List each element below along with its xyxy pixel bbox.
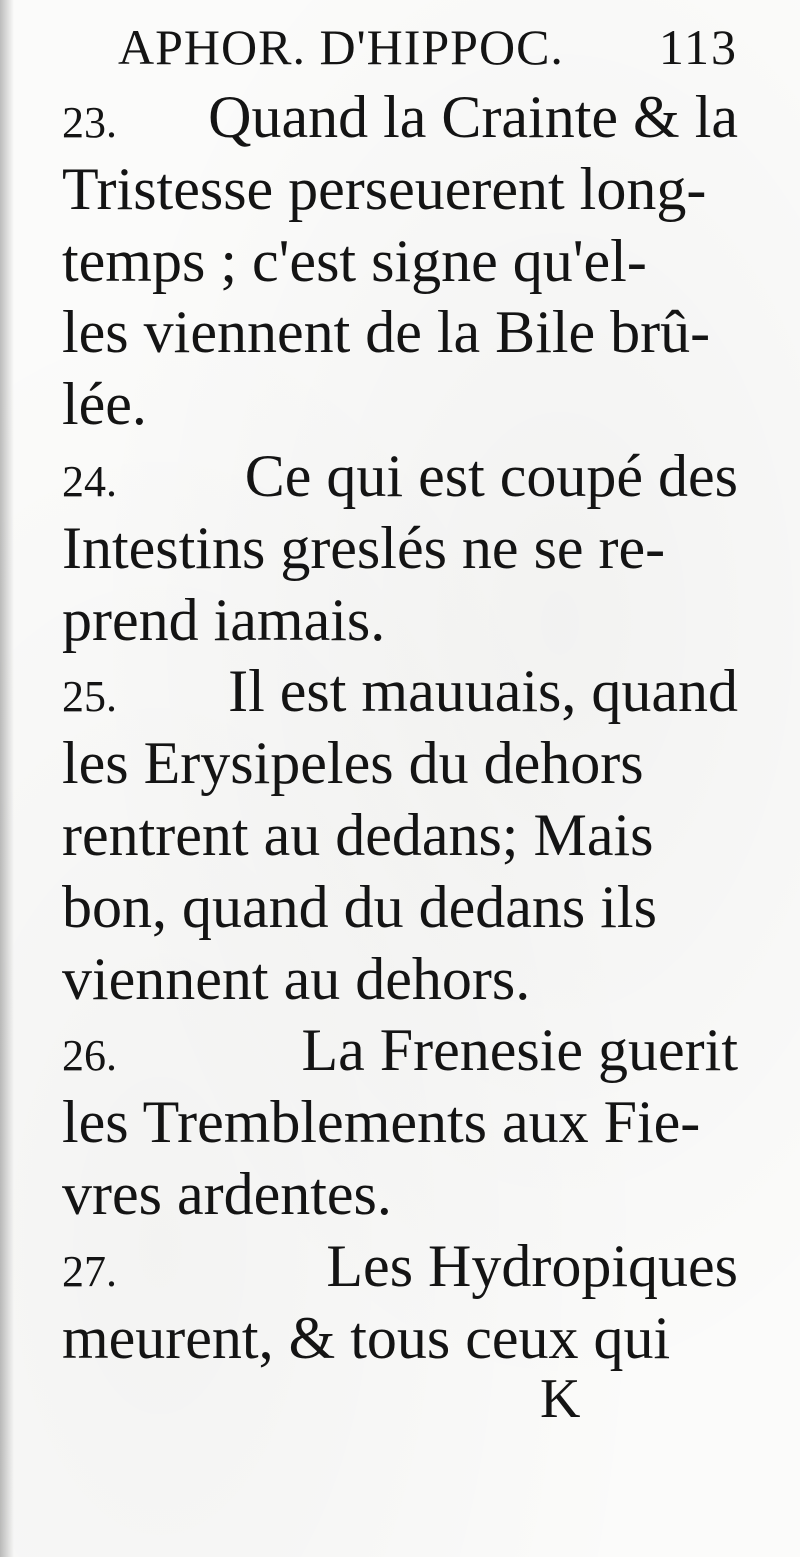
aphorism-27-line-1 xyxy=(62,1231,738,1303)
aphorism-line: meurent, & tous ceux qui xyxy=(62,1304,671,1371)
aphorism-line: La Frenesie guerit xyxy=(301,1017,738,1084)
aphorism-23-line-5 xyxy=(62,369,738,441)
aphorism-26-line-3 xyxy=(62,1159,738,1231)
aphorism-line: vres ardentes. xyxy=(62,1160,392,1227)
aphorism-25-line-5 xyxy=(62,944,738,1016)
aphorism-line: Les Hydropiques xyxy=(326,1232,738,1299)
aphorism-number: 26. xyxy=(62,1031,117,1081)
aphorism-23-line-1 xyxy=(62,82,738,154)
aphorism-line: temps ; c'est signe qu'el- xyxy=(62,227,647,294)
aphorism-line: Tristesse perseuerent long- xyxy=(62,155,707,222)
aphorism-24-line-1 xyxy=(62,441,738,513)
aphorism-line: viennent au dehors. xyxy=(62,945,531,1012)
page-gutter-shadow xyxy=(0,0,14,1557)
aphorism-24-line-2 xyxy=(62,513,738,585)
aphorism-line: Intestins greslés ne se re- xyxy=(62,514,666,581)
aphorism-line: les Erysipeles du dehors xyxy=(62,730,644,797)
page-header xyxy=(118,18,738,78)
aphorism-25-line-1 xyxy=(62,656,738,728)
aphorism-line: Il est mauuais, quand xyxy=(228,658,738,725)
page-number: 113 xyxy=(658,19,738,75)
aphorism-26-line-1 xyxy=(62,1015,738,1087)
aphorism-line: rentrent au dedans; Mais xyxy=(62,801,654,868)
aphorism-23-line-3 xyxy=(62,226,738,298)
aphorism-25-line-4 xyxy=(62,872,738,944)
aphorism-line: prend iamais. xyxy=(62,586,386,653)
aphorism-line: les viennent de la Bile brû- xyxy=(62,299,711,366)
signature-mark: K xyxy=(540,1368,581,1430)
aphorism-line: Quand la Crainte & la xyxy=(208,84,738,150)
aphorism-number: 23. xyxy=(62,98,117,147)
aphorism-text-block xyxy=(62,82,738,1374)
aphorism-26-line-2 xyxy=(62,1087,738,1159)
aphorism-line: les Tremblements aux Fie- xyxy=(62,1089,701,1156)
aphorism-number: 24. xyxy=(62,456,117,506)
aphorism-number: 25. xyxy=(62,672,117,722)
aphorism-23-line-2 xyxy=(62,154,738,226)
aphorism-24-line-3 xyxy=(62,585,738,657)
running-title: APHOR. D'HIPPOC. xyxy=(118,19,564,75)
aphorism-line: bon, quand du dedans ils xyxy=(62,873,657,940)
aphorism-line: Ce qui est coupé des xyxy=(244,442,738,509)
aphorism-25-line-3 xyxy=(62,800,738,872)
aphorism-27-line-2 xyxy=(62,1303,738,1375)
aphorism-23-line-4 xyxy=(62,297,738,369)
aphorism-25-line-2 xyxy=(62,728,738,800)
aphorism-line: lée. xyxy=(62,371,147,438)
aphorism-number: 27. xyxy=(62,1246,117,1296)
